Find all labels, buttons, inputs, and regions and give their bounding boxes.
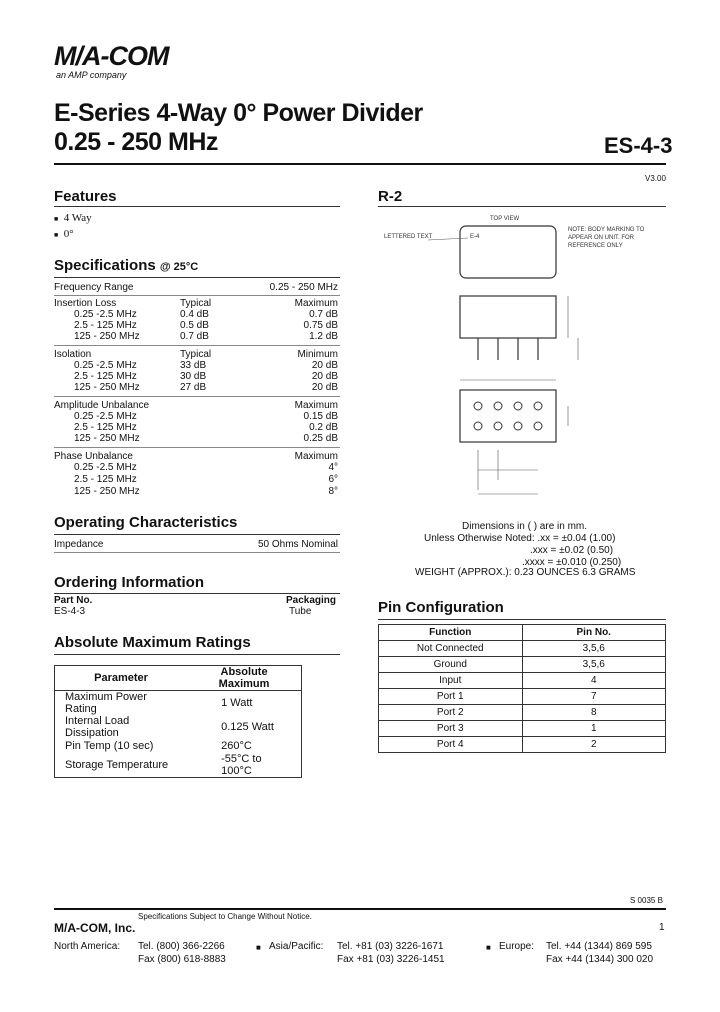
footer-notice: Specifications Subject to Change Without Notice. xyxy=(138,912,312,921)
table-row: 0.25 -2.5 MHz 0.4 dB 0.7 dB xyxy=(74,309,338,320)
amr-col-max: Absolute Maximum xyxy=(187,666,301,691)
table-row: Storage Temperature -55°C to 100°C xyxy=(65,753,262,777)
spec-rule xyxy=(54,396,340,397)
table-row: Port 4 2 xyxy=(379,737,666,753)
title-divider xyxy=(54,163,666,165)
page-title: E-Series 4-Way 0° Power Divider xyxy=(54,99,423,127)
table-row: Internal Load Dissipation 0.125 Watt xyxy=(65,715,274,739)
footer-eu-tel: Tel. +44 (1344) 869 595 xyxy=(546,941,652,952)
table-row: 0.25 -2.5 MHz 33 dB 20 dB xyxy=(74,360,338,371)
pins-rule xyxy=(378,619,666,620)
table-row: 2.5 - 125 MHz 0.5 dB 0.75 dB xyxy=(74,320,338,331)
footer-na-label: North America: xyxy=(54,941,121,952)
table-row: 125 - 250 MHz 27 dB 20 dB xyxy=(74,382,338,393)
features-heading: Features xyxy=(54,188,117,205)
table-row: Maximum Power Rating 1 Watt xyxy=(65,691,253,715)
table-row: 125 - 250 MHz 0.25 dB xyxy=(74,433,338,444)
footer-na-tel: Tel. (800) 366-2266 xyxy=(138,941,225,952)
dims-note-1: Dimensions in ( ) are in mm. xyxy=(462,521,588,532)
table-row: Port 3 1 xyxy=(379,721,666,737)
doc-code: S 0035 B xyxy=(630,896,663,905)
package-diagram xyxy=(378,210,668,510)
spec-isolation-header: Isolation Typical Minimum xyxy=(54,349,338,360)
operating-heading: Operating Characteristics xyxy=(54,514,238,531)
amr-col-param: Parameter xyxy=(55,666,188,691)
footer-rule xyxy=(54,908,666,910)
logo-brand: M/A-COM xyxy=(54,41,169,71)
footer-eu-label: Europe: xyxy=(499,941,535,952)
logo-tagline: an AMP company xyxy=(56,70,127,80)
footer-company: M/A-COM, Inc. xyxy=(54,921,136,935)
pin-col-function: Function xyxy=(379,625,523,641)
ordering-rule xyxy=(54,593,340,594)
features-rule xyxy=(54,206,340,207)
table-row: 125 - 250 MHz 0.7 dB 1.2 dB xyxy=(74,331,338,342)
footer-na-fax: Fax (800) 618-8883 xyxy=(138,954,226,965)
spec-insertion-header: Insertion Loss Typical Maximum xyxy=(54,298,338,309)
spec-rule xyxy=(54,447,340,448)
dims-note-2: Unless Otherwise Noted: .xx = ±0.04 (1.00) xyxy=(424,533,616,544)
diagram-rule xyxy=(378,206,666,207)
table-row: 2.5 - 125 MHz 30 dB 20 dB xyxy=(74,371,338,382)
dims-note-3: .xxx = ±0.02 (0.50) xyxy=(530,545,614,556)
amr-table xyxy=(54,665,302,778)
table-row: 0.25 -2.5 MHz 0.15 dB xyxy=(74,411,338,422)
ordering-row: ES-4-3 Tube xyxy=(54,606,312,617)
table-row: Port 2 8 xyxy=(379,705,666,721)
amr-heading: Absolute Maximum Ratings xyxy=(54,634,251,651)
version: V3.00 xyxy=(645,174,666,183)
footer-ap-label: Asia/Pacific: xyxy=(269,941,324,952)
footer-ap-fax: Fax +81 (03) 3226-1451 xyxy=(337,954,445,965)
table-row: Pin Temp (10 sec) 260°C xyxy=(65,740,252,752)
code-label: E-4 xyxy=(470,234,480,240)
lettered-label: LETTERED TEXT xyxy=(384,234,433,240)
side-view-body xyxy=(460,296,556,338)
table-row: 125 - 250 MHz 8° xyxy=(74,486,338,497)
table-row: Not Connected 3,5,6 xyxy=(379,641,666,657)
ordering-heading: Ordering Information xyxy=(54,574,204,591)
part-number: ES-4-3 xyxy=(604,133,673,158)
diagram-label: R-2 xyxy=(378,188,403,205)
top-view-label: TOP VIEW xyxy=(490,216,520,222)
pin-table xyxy=(378,624,666,753)
operating-rule xyxy=(54,534,340,535)
spec-rule xyxy=(54,345,340,346)
specs-heading: Specifications @ 25°C xyxy=(54,257,199,274)
pin-col-number: Pin No. xyxy=(522,625,666,641)
table-row: 2.5 - 125 MHz 6° xyxy=(74,474,338,485)
table-row: Ground 3,5,6 xyxy=(379,657,666,673)
page-subtitle: 0.25 - 250 MHz xyxy=(54,128,218,156)
bottom-view-body xyxy=(460,390,556,442)
feature-item: ■ 4 Way xyxy=(54,212,92,224)
pins-heading: Pin Configuration xyxy=(378,599,504,616)
table-row: 0.25 -2.5 MHz 4° xyxy=(74,462,338,473)
ordering-header: Part No. Packaging xyxy=(54,595,336,606)
spec-freq: Frequency Range 0.25 - 250 MHz xyxy=(54,282,338,293)
operating-row: Impedance 50 Ohms Nominal xyxy=(54,539,338,550)
body-note: NOTE: BODY MARKING TO APPEAR ON UNIT. FOR REFERENCE ONLY xyxy=(568,227,645,249)
table-row: Input 4 xyxy=(379,673,666,689)
weight-note: WEIGHT (APPROX.): 0.23 OUNCES 6.3 GRAMS xyxy=(415,567,636,578)
spec-freq-rule xyxy=(54,295,340,296)
specs-rule xyxy=(54,277,340,278)
page-number: 1 xyxy=(659,922,665,933)
dims-note-4: .xxxx = ±0.010 (0.250) xyxy=(522,557,622,568)
spec-amplitude-header: Amplitude Unbalance Maximum xyxy=(54,400,338,411)
spec-phase-header: Phase Unbalance Maximum xyxy=(54,451,338,462)
logo xyxy=(54,42,168,80)
table-row: 2.5 - 125 MHz 0.2 dB xyxy=(74,422,338,433)
operating-bottom-rule xyxy=(54,552,340,553)
amr-rule xyxy=(54,654,340,655)
feature-item: ■ 0° xyxy=(54,228,74,240)
footer-ap-tel: Tel. +81 (03) 3226-1671 xyxy=(337,941,444,952)
footer-eu-fax: Fax +44 (1344) 300 020 xyxy=(546,954,654,965)
table-row: Port 1 7 xyxy=(379,689,666,705)
footer-bullet: ■ xyxy=(486,943,491,952)
footer-bullet: ■ xyxy=(256,943,261,952)
